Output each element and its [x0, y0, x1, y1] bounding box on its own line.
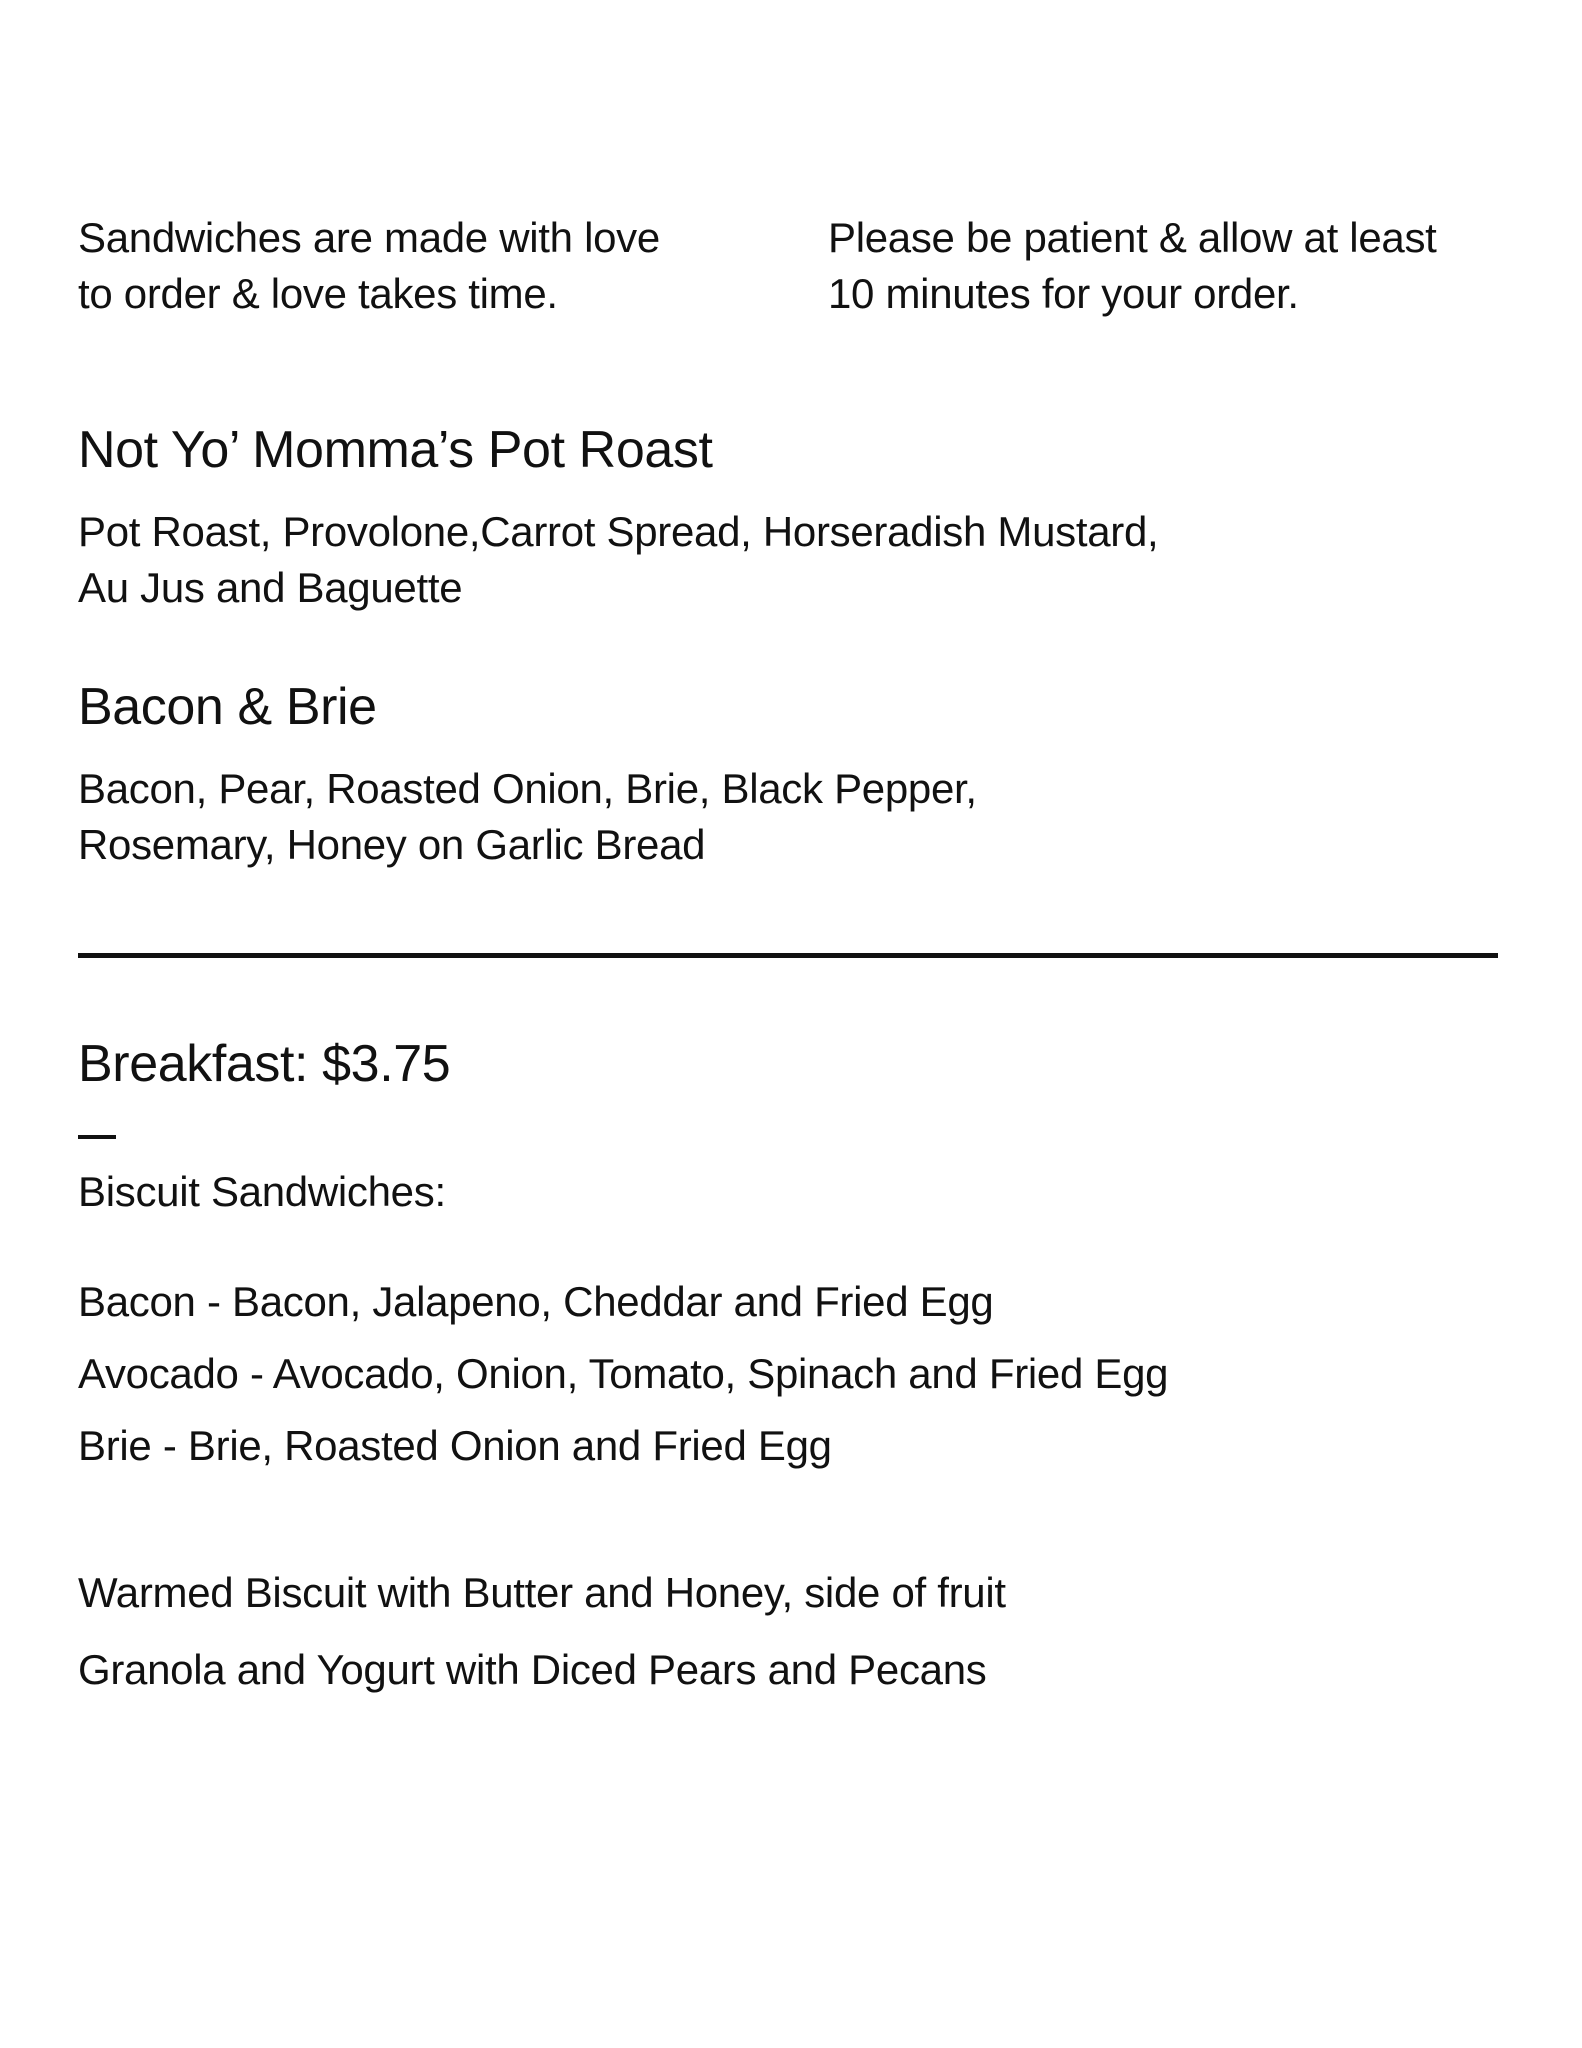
breakfast-item-warmed-biscuit: Warmed Biscuit with Butter and Honey, side of fruit: [78, 1569, 1006, 1616]
item-description-bacon-brie: Bacon, Pear, Roasted Onion, Brie, Black Pepper, Rosemary, Honey on Garlic Bread: [78, 765, 977, 868]
note-be-patient: Please be patient & allow at least 10 minutes for your order.: [828, 214, 1437, 317]
biscuit-item-brie: Brie - Brie, Roasted Onion and Fried Egg: [78, 1422, 832, 1469]
biscuit-item-avocado: Avocado - Avocado, Onion, Tomato, Spinach and Fried Egg: [78, 1350, 1169, 1397]
item-description-pot-roast: Pot Roast, Provolone,Carrot Spread, Horseradish Mustard, Au Jus and Baguette: [78, 508, 1159, 611]
heading-underline-dash: [78, 1135, 116, 1139]
section-divider: [78, 953, 1498, 958]
breakfast-item-granola: Granola and Yogurt with Diced Pears and Pecans: [78, 1646, 987, 1693]
biscuit-item-bacon: Bacon - Bacon, Jalapeno, Cheddar and Fried Egg: [78, 1278, 994, 1325]
breakfast-heading: Breakfast: $3.75: [78, 1035, 451, 1093]
item-title-bacon-brie: Bacon & Brie: [78, 678, 377, 736]
biscuit-sandwiches-subheading: Biscuit Sandwiches:: [78, 1168, 446, 1215]
item-title-pot-roast: Not Yo’ Momma’s Pot Roast: [78, 421, 713, 479]
note-made-with-love: Sandwiches are made with love to order & love takes time.: [78, 214, 660, 317]
